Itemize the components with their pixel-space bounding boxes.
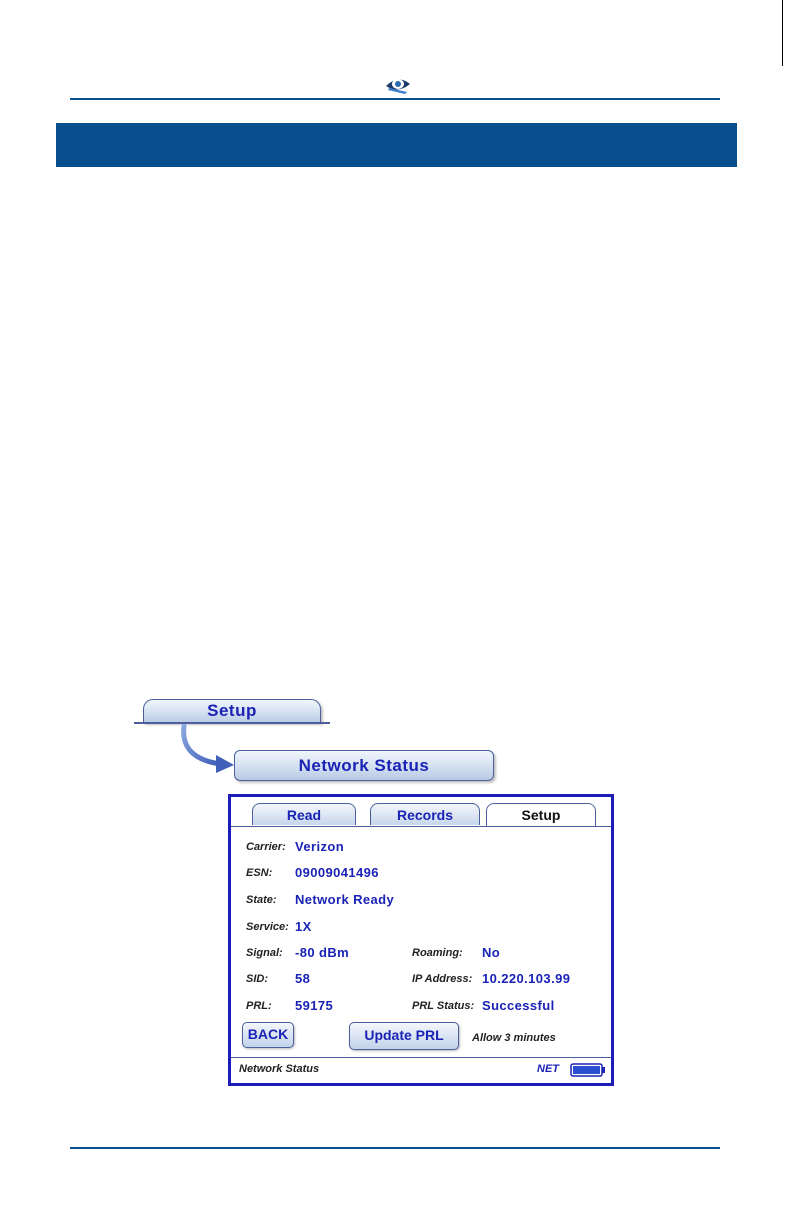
signal-value: -80 dBm	[295, 945, 350, 960]
service-label: Service:	[246, 921, 289, 933]
prl-label: PRL:	[246, 1000, 272, 1012]
eye-logo-icon	[383, 72, 413, 96]
ip-address-label: IP Address:	[412, 973, 473, 985]
sid-label: SID:	[246, 973, 268, 985]
prl-status-label: PRL Status:	[412, 1000, 475, 1012]
tab-read[interactable]: Read	[252, 803, 356, 825]
roaming-label: Roaming:	[412, 947, 463, 959]
curved-arrow-icon	[176, 724, 238, 776]
status-bar-divider	[231, 1057, 611, 1058]
status-bar-title: Network Status	[239, 1063, 320, 1075]
network-status-button[interactable]: Network Status	[234, 750, 494, 781]
net-indicator: NET	[537, 1063, 559, 1075]
header-rule	[70, 98, 720, 100]
tab-records[interactable]: Records	[370, 803, 480, 825]
crop-mark	[782, 0, 783, 66]
state-label: State:	[246, 894, 277, 906]
battery-icon	[570, 1063, 606, 1077]
section-header-band	[56, 123, 737, 167]
footer-rule	[70, 1147, 720, 1149]
screen-tabs	[244, 803, 606, 827]
setup-tab-button[interactable]: Setup	[143, 699, 321, 723]
update-prl-button[interactable]: Update PRL	[349, 1022, 459, 1050]
prl-status-value: Successful	[482, 998, 555, 1013]
esn-label: ESN:	[246, 867, 273, 879]
carrier-value: Verizon	[295, 839, 345, 854]
sid-value: 58	[295, 971, 311, 986]
service-value: 1X	[295, 919, 312, 934]
update-hint-text: Allow 3 minutes	[472, 1032, 556, 1044]
prl-value: 59175	[295, 998, 334, 1013]
esn-value: 09009041496	[295, 865, 379, 880]
ip-address-value: 10.220.103.99	[482, 971, 571, 986]
tab-setup[interactable]: Setup	[486, 803, 596, 827]
device-screen	[228, 794, 614, 1086]
signal-label: Signal:	[246, 947, 283, 959]
state-value: Network Ready	[295, 892, 395, 907]
tab-underline	[231, 826, 611, 827]
back-button[interactable]: BACK	[242, 1022, 294, 1048]
carrier-label: Carrier:	[246, 841, 286, 853]
roaming-value: No	[482, 945, 501, 960]
